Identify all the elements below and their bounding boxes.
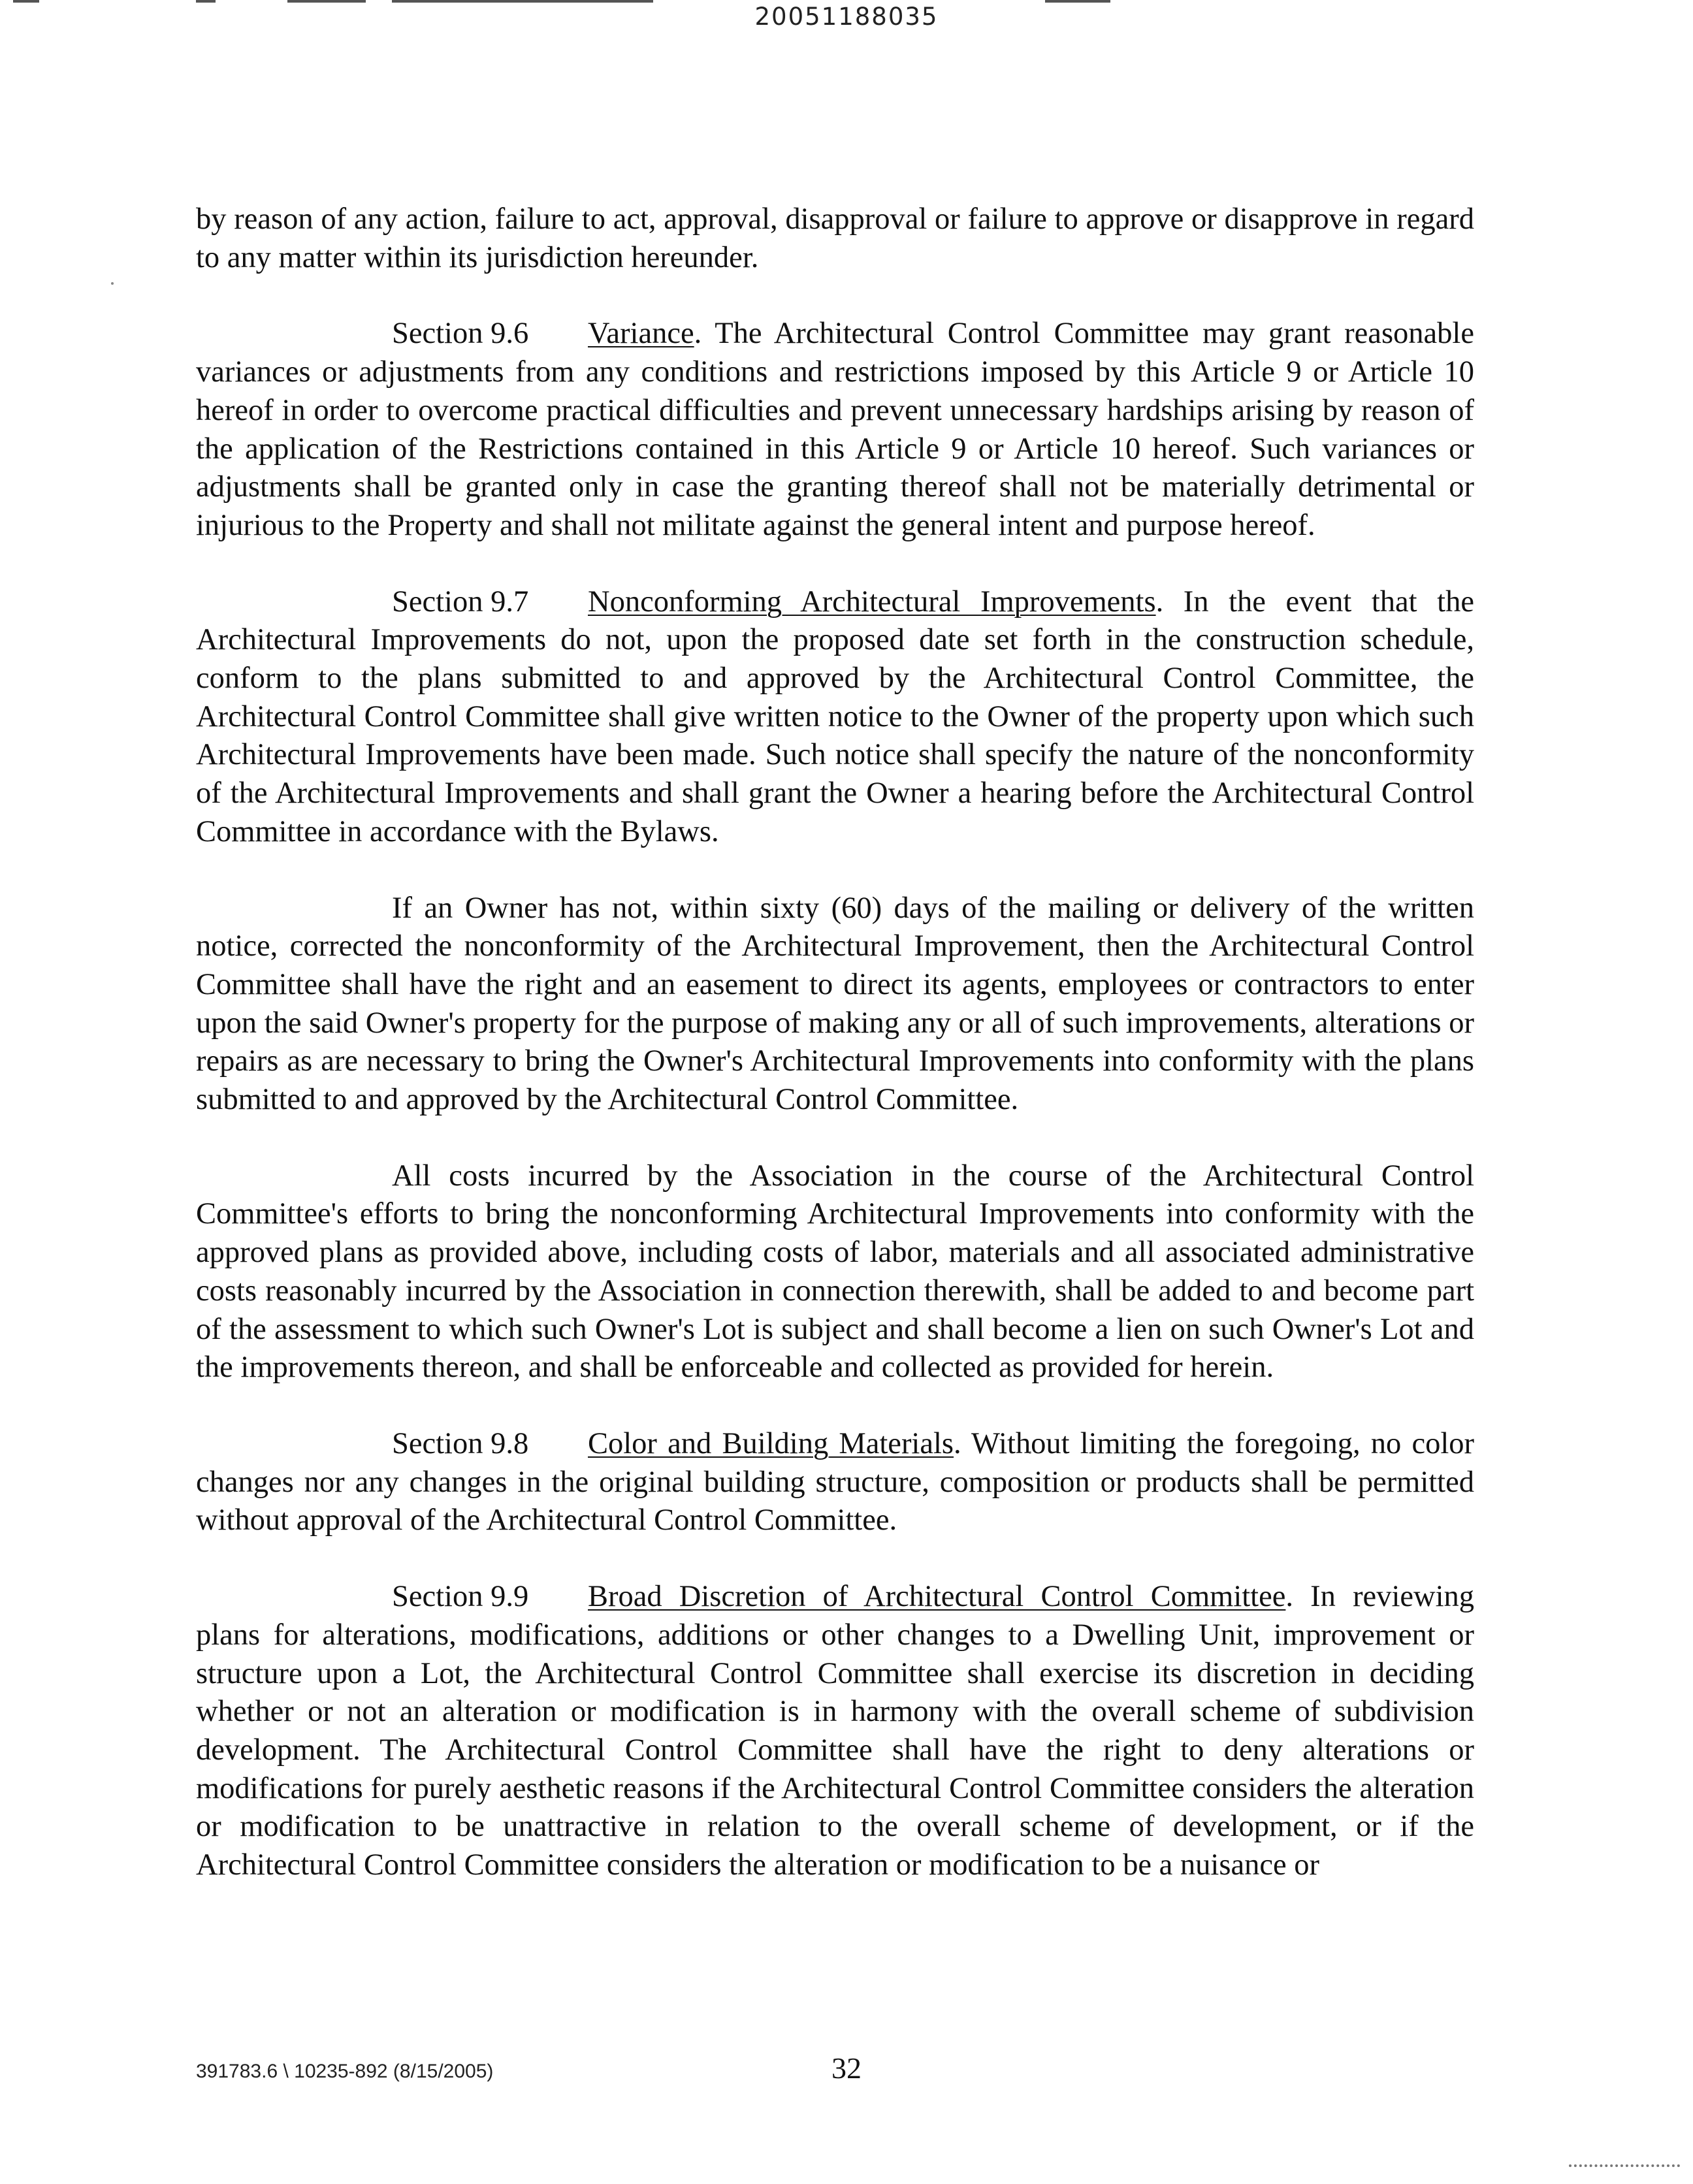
paragraph-owner-nonconformity: If an Owner has not, within sixty (60) days of the mailing or delivery of the written notice, corrected the nonconformity of the Architectural Improvement, then the Architectural Control Committee shall have the right and an easement to direct its agents, employees or contractors to enter upon the said Owner's property for the purpose of making any or all of such improvements, alterations or repairs as are necessary to bring the Owner's Architectural Improvements into conformity with the plans submitted to and approved by the Architectural Control Committee. (196, 891, 1474, 1117)
section-label: Section 9.8 (392, 1426, 529, 1460)
page-body (196, 201, 1474, 1923)
section-title: Color and Building Materials (588, 1426, 954, 1460)
scan-artifact-bottom (1569, 2164, 1680, 2170)
section-title: Variance (588, 317, 694, 351)
section-text: . Without limiting the foregoing, no color changes nor any changes in the original building structure, composition or products shall be permitted without approval of the Architectural Control Committee. (196, 1426, 1475, 1537)
scan-speck (111, 282, 114, 285)
section-label: Section 9.6 (392, 317, 529, 351)
page-number: 32 (831, 2051, 862, 2085)
section-title: Broad Discretion of Architectural Control Committee (588, 1580, 1286, 1614)
section-label: Section 9.7 (392, 585, 529, 618)
section-text: . The Architectural Control Committee may grant reasonable variances or adjustments from any conditions and restrictions imposed by this Article 9 or Article 10 hereof in order to overcome practical difficulties and prevent unnecessary hardships arising by reason of the application of the Restrictions contained in this Article 9 or Article 10 hereof. Such variances or adjustments shall be granted only in case the granting thereof shall not be materially detrimental or injurious to the Property and shall not militate against the general intent and purpose hereof. (196, 317, 1474, 542)
section-text: . In the event that the Architectural Improvements do not, upon the proposed date set forth in the construction schedule, conform to the plans submitted to and approved by the Architectural Control Committee, the Architectural Control Committee shall give written notice to the Owner of the property upon which such Architectural Improvements have been made. Such notice shall specify the nature of the nonconformity of the Architectural Improvements and shall grant the Owner a hearing before the Architectural Control Committee in accordance with the Bylaws. (196, 585, 1474, 848)
section-title: Nonconforming Architectural Improvements (588, 585, 1156, 618)
section-label: Section 9.9 (392, 1580, 529, 1614)
section-9-6 (196, 315, 1474, 545)
section-9-9 (196, 1578, 1474, 1885)
section-text: . In reviewing plans for alterations, modifications, additions or other changes to a Dwelling Unit, improvement or structure upon a Lot, the Architectural Control Committee shall exercise its discretion in deciding whether or not an alteration or modification is in harmony with the overall scheme of subdivision development. The Architectural Control Committee shall have the right to deny alterations or modifications for purely aesthetic reasons if the Architectural Control Committee considers the alteration or modification to be unattractive in relation to the overall scheme of development, or if the Architectural Control Committee considers the alteration or modification to be a nuisance or (196, 1580, 1475, 1882)
footer-reference: 391783.6 \ 10235-892 (8/15/2005) (196, 2061, 494, 2082)
paragraph-continuation: by reason of any action, failure to act, approval, disapproval or failure to approve or disapprove in regard to any matter within its jurisdiction hereunder. (196, 202, 1474, 274)
paragraph-costs: All costs incurred by the Association in the course of the Architectural Control Committee's efforts to bring the nonconforming Architectural Improvements into conformity with the approved plans as provided above, including costs of labor, materials and all associated administrative costs reasonably incurred by the Association in connection therewith, shall be added to and become part of the assessment to which such Owner's Lot is subject and shall become a lien on such Owner's Lot and the improvements thereon, and shall be enforceable and collected as provided for herein. (196, 1159, 1474, 1385)
document-number: 20051188035 (754, 3, 939, 31)
section-9-8 (196, 1425, 1474, 1540)
section-9-7 (196, 583, 1474, 852)
